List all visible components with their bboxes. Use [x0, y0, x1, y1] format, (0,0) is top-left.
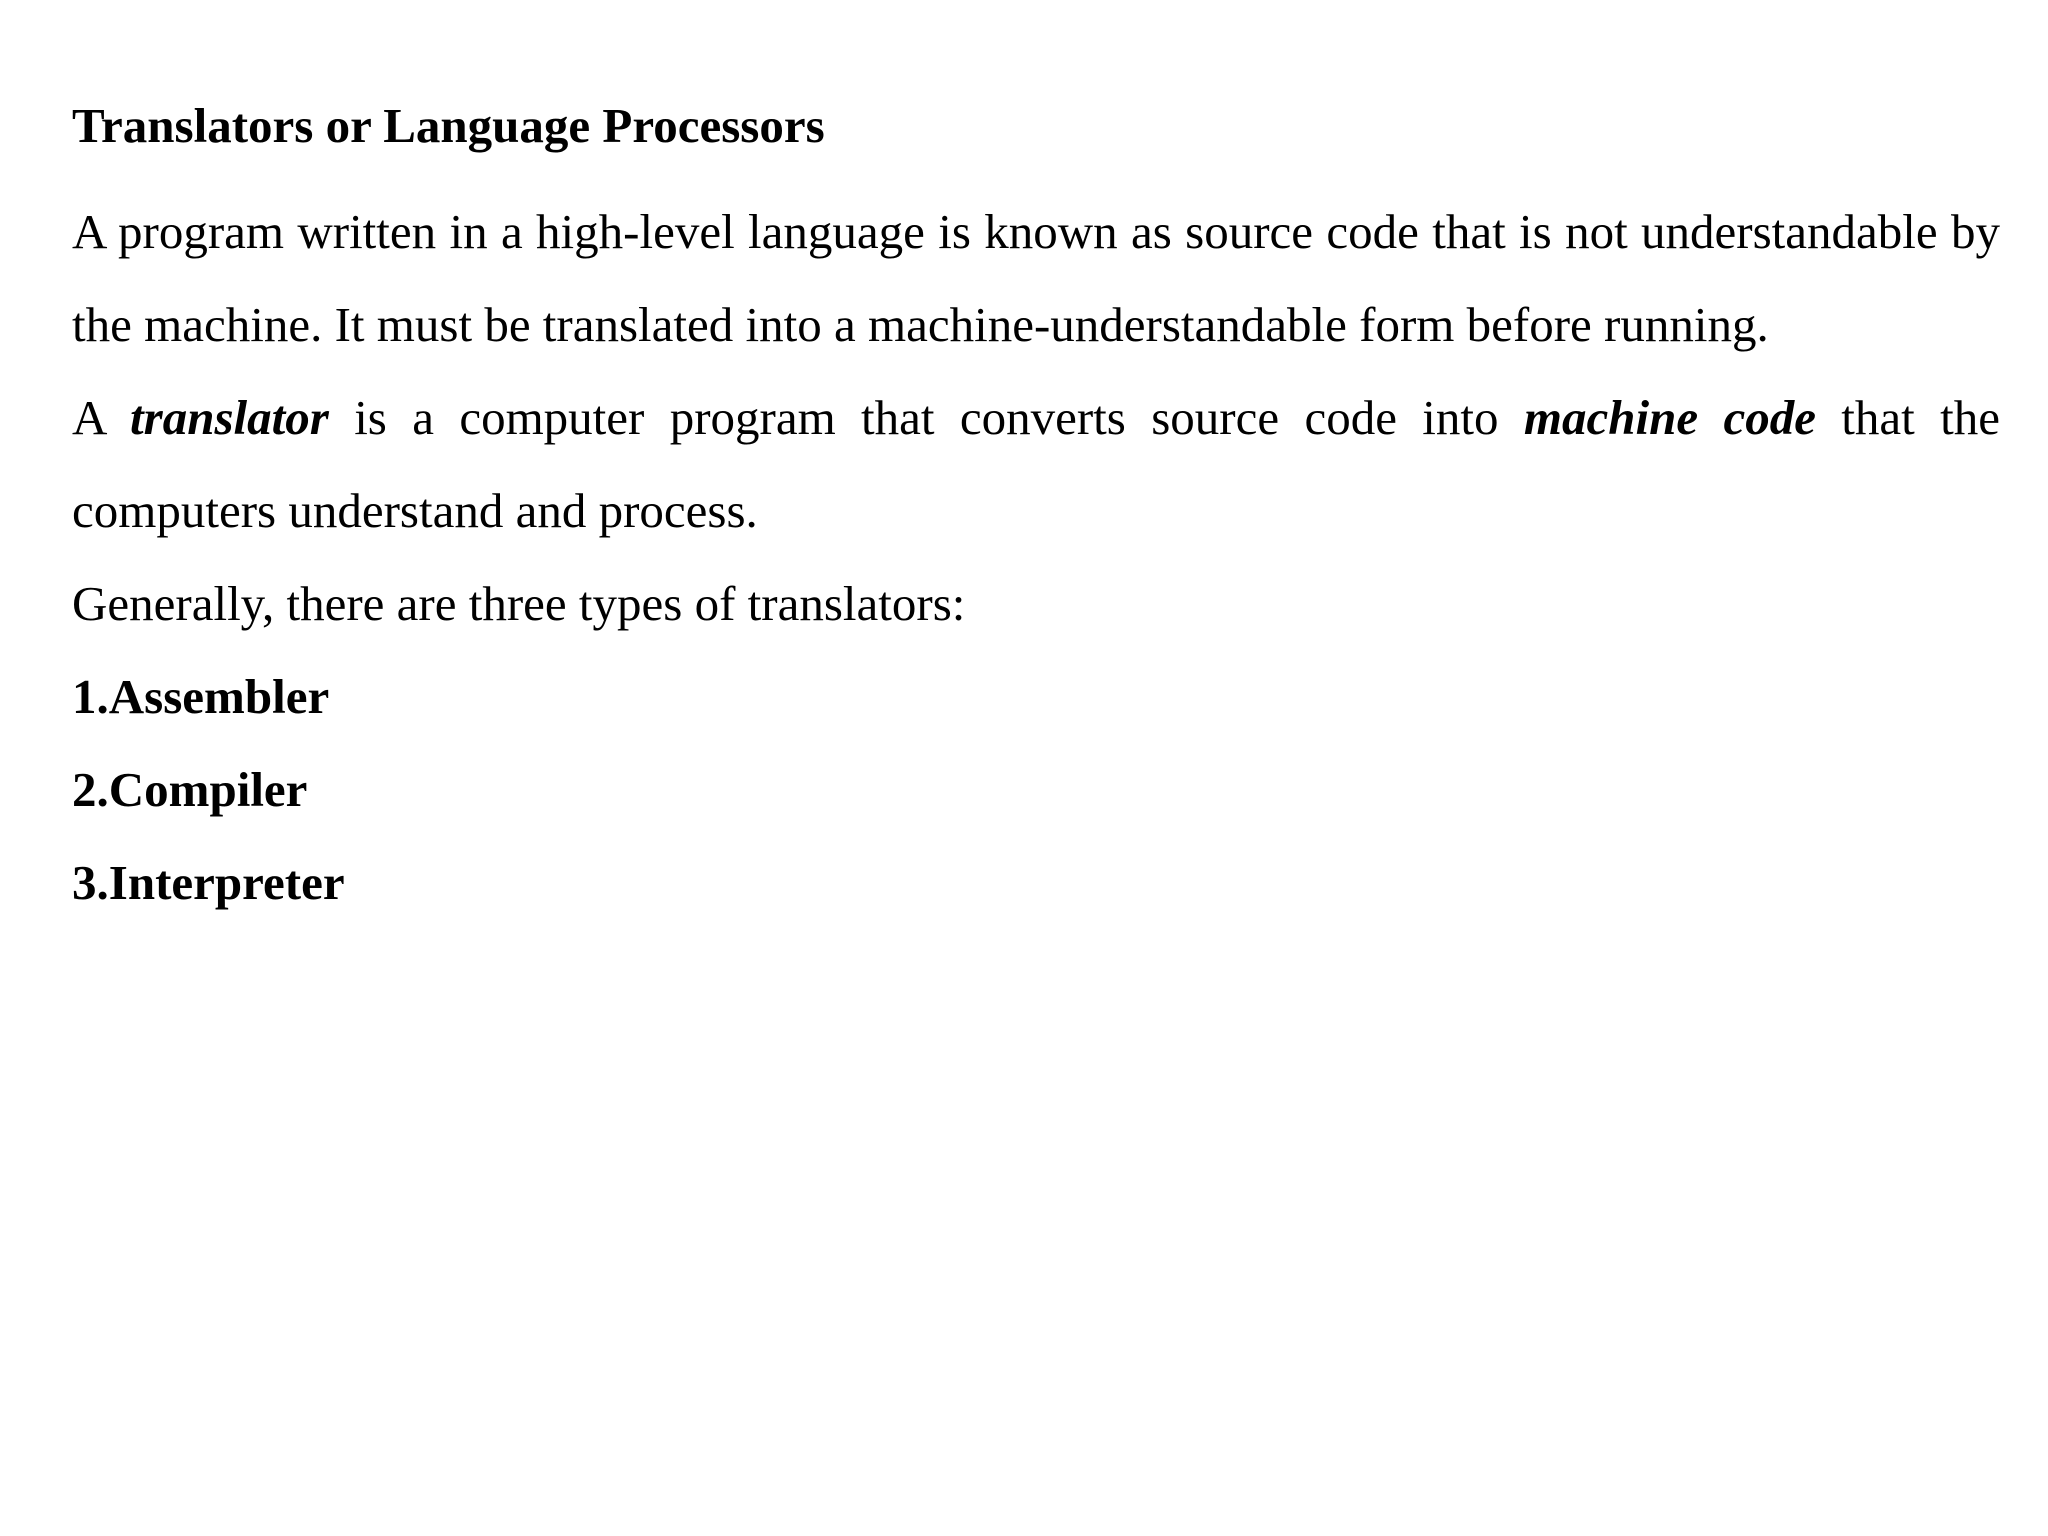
page-title: Translators or Language Processors [72, 98, 825, 153]
paragraph-translator-definition [72, 371, 2000, 557]
list-item-assembler: 1.Assembler [72, 669, 330, 724]
term-translator: translator [130, 390, 329, 445]
text-segment: A [72, 390, 131, 445]
term-machine-code: machine code [1523, 390, 1816, 445]
list-item-interpreter: 3.Interpreter [72, 855, 345, 910]
translator-types-list [72, 650, 2000, 929]
paragraph-types-intro: Generally, there are three types of translators: [72, 576, 966, 631]
paragraph-source-code: A program written in a high-level language is known as source code that is not understandable by the machine. It must be translated into a machine-understandable form before running. [72, 204, 2000, 352]
document-page [72, 92, 2000, 929]
text-segment: that the computers understand and process. [72, 390, 2000, 538]
text-segment: is a computer program that converts source code into [328, 390, 1524, 445]
list-item-compiler: 2.Compiler [72, 762, 308, 817]
